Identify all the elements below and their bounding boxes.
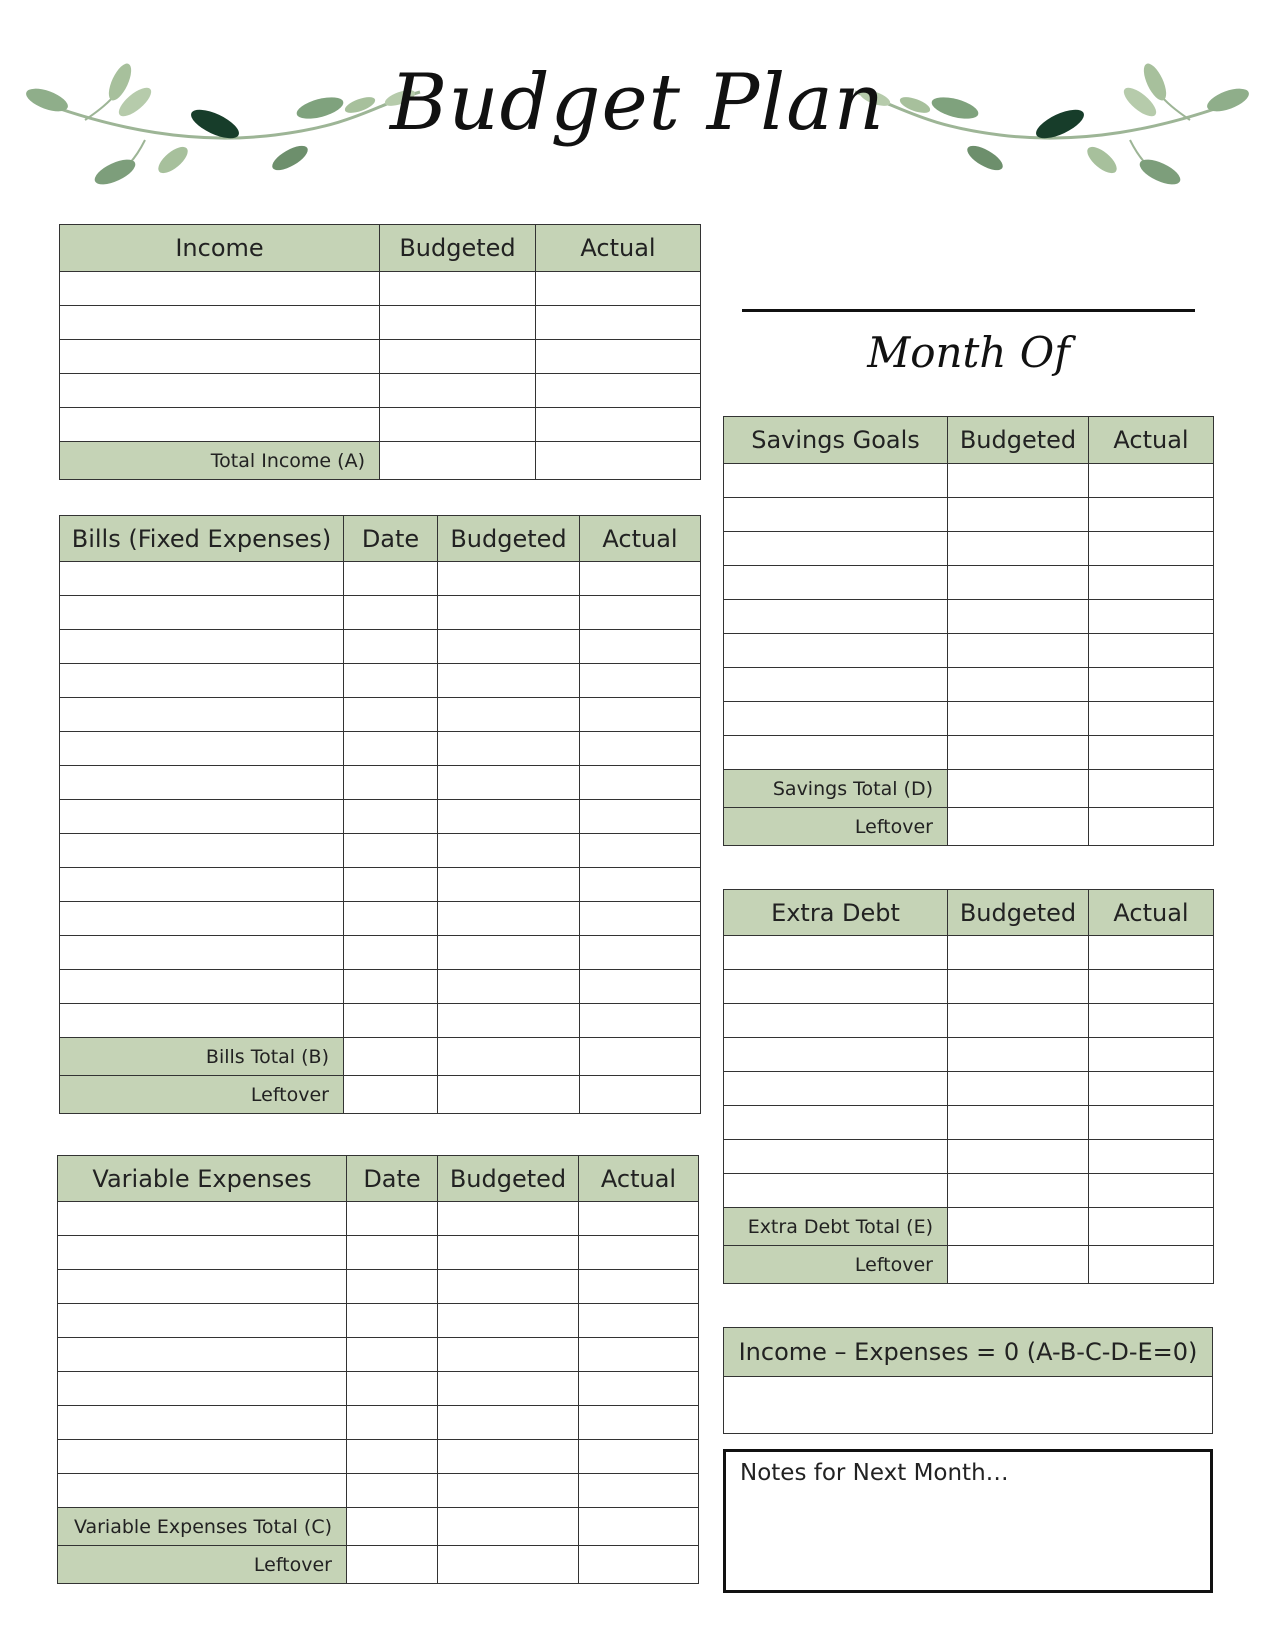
table-cell[interactable] [724, 1140, 948, 1174]
summary-row [58, 1546, 699, 1584]
total-label: Savings Total (D) [724, 770, 948, 808]
equation-value-cell[interactable] [724, 1377, 1213, 1434]
extra-debt-table [723, 889, 1214, 1284]
table-row [724, 566, 1214, 600]
table-row [724, 600, 1214, 634]
table-cell[interactable] [579, 1440, 699, 1474]
table-cell[interactable] [60, 936, 344, 970]
table-row [58, 1270, 699, 1304]
table-cell[interactable] [438, 1202, 579, 1236]
table-cell[interactable] [948, 1140, 1089, 1174]
table-row [724, 464, 1214, 498]
summary-value-cell[interactable] [1089, 1246, 1214, 1284]
table-row [60, 800, 701, 834]
summary-row [724, 808, 1214, 846]
table-cell[interactable] [579, 1304, 699, 1338]
table-cell[interactable] [58, 1202, 347, 1236]
table-cell[interactable] [438, 1372, 579, 1406]
leftover-label: Leftover [724, 1246, 948, 1284]
table-row [58, 1338, 699, 1372]
table-cell[interactable] [724, 936, 948, 970]
table-cell[interactable] [1089, 532, 1214, 566]
summary-value-cell[interactable] [347, 1546, 438, 1584]
table-cell[interactable] [948, 736, 1089, 770]
table-cell[interactable] [948, 702, 1089, 736]
summary-row [724, 1246, 1214, 1284]
table-cell[interactable] [1089, 970, 1214, 1004]
table-cell[interactable] [380, 272, 536, 306]
table-cell[interactable] [344, 630, 438, 664]
table-cell[interactable] [438, 970, 580, 1004]
table-cell[interactable] [60, 306, 380, 340]
table-cell[interactable] [60, 340, 380, 374]
table-cell[interactable] [60, 272, 380, 306]
summary-row [58, 1508, 699, 1546]
variable-header-1: Date [347, 1156, 438, 1202]
table-cell[interactable] [60, 408, 380, 442]
table-row [60, 630, 701, 664]
summary-value-cell[interactable] [580, 1076, 701, 1114]
table-cell[interactable] [347, 1372, 438, 1406]
bills-header-2: Budgeted [438, 516, 580, 562]
table-cell[interactable] [1089, 702, 1214, 736]
table-cell[interactable] [347, 1270, 438, 1304]
table-row [724, 970, 1214, 1004]
leftover-label: Leftover [724, 808, 948, 846]
table-cell[interactable] [1089, 498, 1214, 532]
table-cell[interactable] [580, 1004, 701, 1038]
table-row [60, 408, 701, 442]
summary-value-cell[interactable] [580, 1038, 701, 1076]
month-label: Month Of [867, 328, 1070, 377]
table-cell[interactable] [60, 630, 344, 664]
table-cell[interactable] [60, 766, 344, 800]
table-cell[interactable] [438, 868, 580, 902]
savings-header-2: Actual [1089, 417, 1214, 464]
table-cell[interactable] [60, 664, 344, 698]
table-cell[interactable] [347, 1304, 438, 1338]
table-cell[interactable] [948, 498, 1089, 532]
table-row [60, 902, 701, 936]
table-row [58, 1440, 699, 1474]
summary-value-cell[interactable] [344, 1076, 438, 1114]
table-cell[interactable] [60, 1004, 344, 1038]
summary-row [60, 442, 701, 480]
variable-header-3: Actual [579, 1156, 699, 1202]
table-cell[interactable] [380, 306, 536, 340]
table-cell[interactable] [438, 732, 580, 766]
table-cell[interactable] [344, 834, 438, 868]
table-cell[interactable] [60, 698, 344, 732]
table-cell[interactable] [580, 834, 701, 868]
table-cell[interactable] [344, 732, 438, 766]
table-cell[interactable] [579, 1338, 699, 1372]
table-cell[interactable] [58, 1338, 347, 1372]
summary-value-cell[interactable] [948, 770, 1089, 808]
table-cell[interactable] [724, 498, 948, 532]
table-cell[interactable] [724, 464, 948, 498]
variable-header-0: Variable Expenses [58, 1156, 347, 1202]
table-cell[interactable] [579, 1270, 699, 1304]
table-row [724, 1004, 1214, 1038]
table-cell[interactable] [58, 1236, 347, 1270]
table-cell[interactable] [1089, 1174, 1214, 1208]
income-header-2: Actual [536, 225, 701, 272]
table-cell[interactable] [724, 1004, 948, 1038]
savings-header-1: Budgeted [948, 417, 1089, 464]
table-cell[interactable] [724, 566, 948, 600]
summary-value-cell[interactable] [536, 442, 701, 480]
table-cell[interactable] [948, 668, 1089, 702]
table-cell[interactable] [948, 634, 1089, 668]
table-cell[interactable] [580, 868, 701, 902]
summary-row [724, 1208, 1214, 1246]
variable-expenses-table [57, 1155, 699, 1584]
summary-value-cell[interactable] [347, 1508, 438, 1546]
table-cell[interactable] [60, 374, 380, 408]
table-cell[interactable] [948, 532, 1089, 566]
table-cell[interactable] [948, 1038, 1089, 1072]
table-cell[interactable] [948, 1072, 1089, 1106]
variable-header-2: Budgeted [438, 1156, 579, 1202]
table-cell[interactable] [438, 664, 580, 698]
summary-value-cell[interactable] [438, 1508, 579, 1546]
table-row [58, 1372, 699, 1406]
table-cell[interactable] [344, 766, 438, 800]
summary-value-cell[interactable] [438, 1038, 580, 1076]
page-title: Budget Plan [390, 58, 885, 148]
table-row [58, 1304, 699, 1338]
summary-value-cell[interactable] [1089, 1208, 1214, 1246]
table-cell[interactable] [60, 800, 344, 834]
table-cell[interactable] [344, 562, 438, 596]
table-cell[interactable] [724, 736, 948, 770]
table-cell[interactable] [724, 1038, 948, 1072]
table-cell[interactable] [580, 596, 701, 630]
table-cell[interactable] [724, 600, 948, 634]
leftover-label: Leftover [58, 1546, 347, 1584]
table-cell[interactable] [948, 970, 1089, 1004]
table-cell[interactable] [344, 1004, 438, 1038]
table-row [724, 1072, 1214, 1106]
table-cell[interactable] [438, 1474, 579, 1508]
bills-header-1: Date [344, 516, 438, 562]
table-cell[interactable] [60, 868, 344, 902]
table-row [724, 498, 1214, 532]
table-cell[interactable] [438, 1304, 579, 1338]
table-row [58, 1406, 699, 1440]
table-cell[interactable] [344, 800, 438, 834]
table-cell[interactable] [724, 532, 948, 566]
table-cell[interactable] [724, 970, 948, 1004]
table-cell[interactable] [948, 1004, 1089, 1038]
table-row [724, 1174, 1214, 1208]
table-cell[interactable] [1089, 1140, 1214, 1174]
income-expenses-equation-table [723, 1327, 1213, 1434]
table-row [60, 698, 701, 732]
month-input-line[interactable] [742, 309, 1195, 312]
table-cell[interactable] [438, 1236, 579, 1270]
table-cell[interactable] [580, 902, 701, 936]
bills-table [59, 515, 701, 1114]
table-cell[interactable] [724, 1072, 948, 1106]
table-cell[interactable] [948, 600, 1089, 634]
table-cell[interactable] [580, 936, 701, 970]
table-row [724, 668, 1214, 702]
table-cell[interactable] [1089, 1038, 1214, 1072]
income-table [59, 224, 701, 480]
summary-value-cell[interactable] [1089, 808, 1214, 846]
table-cell[interactable] [579, 1406, 699, 1440]
table-row [60, 766, 701, 800]
notes-label: Notes for Next Month… [740, 1460, 1009, 1486]
table-row [60, 272, 701, 306]
table-cell[interactable] [948, 1106, 1089, 1140]
summary-value-cell[interactable] [344, 1038, 438, 1076]
table-cell[interactable] [438, 1406, 579, 1440]
table-cell[interactable] [1089, 1106, 1214, 1140]
table-cell[interactable] [536, 272, 701, 306]
table-cell[interactable] [60, 596, 344, 630]
table-cell[interactable] [438, 1338, 579, 1372]
table-row [58, 1474, 699, 1508]
table-cell[interactable] [347, 1338, 438, 1372]
table-cell[interactable] [438, 936, 580, 970]
table-row [60, 664, 701, 698]
table-cell[interactable] [579, 1236, 699, 1270]
summary-value-cell[interactable] [380, 442, 536, 480]
table-cell[interactable] [438, 800, 580, 834]
table-row [58, 1202, 699, 1236]
table-cell[interactable] [347, 1236, 438, 1270]
table-cell[interactable] [724, 634, 948, 668]
table-cell[interactable] [948, 566, 1089, 600]
table-row [724, 1106, 1214, 1140]
summary-value-cell[interactable] [438, 1076, 580, 1114]
table-cell[interactable] [438, 902, 580, 936]
table-row [60, 340, 701, 374]
table-cell[interactable] [58, 1406, 347, 1440]
summary-row [724, 770, 1214, 808]
table-row [60, 1004, 701, 1038]
table-cell[interactable] [380, 408, 536, 442]
table-cell[interactable] [948, 464, 1089, 498]
table-cell[interactable] [579, 1202, 699, 1236]
table-cell[interactable] [60, 562, 344, 596]
summary-value-cell[interactable] [948, 808, 1089, 846]
table-cell[interactable] [347, 1406, 438, 1440]
table-cell[interactable] [58, 1270, 347, 1304]
savings-header-0: Savings Goals [724, 417, 948, 464]
table-cell[interactable] [580, 562, 701, 596]
table-cell[interactable] [347, 1440, 438, 1474]
table-cell[interactable] [536, 340, 701, 374]
table-cell[interactable] [579, 1372, 699, 1406]
table-cell[interactable] [380, 374, 536, 408]
table-cell[interactable] [60, 902, 344, 936]
table-cell[interactable] [344, 902, 438, 936]
table-cell[interactable] [438, 596, 580, 630]
table-cell[interactable] [344, 664, 438, 698]
table-row [60, 834, 701, 868]
table-cell[interactable] [580, 698, 701, 732]
table-cell[interactable] [948, 936, 1089, 970]
summary-value-cell[interactable] [948, 1246, 1089, 1284]
table-cell[interactable] [438, 766, 580, 800]
table-cell[interactable] [438, 1440, 579, 1474]
bills-header-3: Actual [580, 516, 701, 562]
table-cell[interactable] [58, 1440, 347, 1474]
table-cell[interactable] [58, 1304, 347, 1338]
equation-header: Income – Expenses = 0 (A-B-C-D-E=0) [724, 1328, 1213, 1377]
table-row [724, 702, 1214, 736]
table-cell[interactable] [536, 374, 701, 408]
table-cell[interactable] [344, 936, 438, 970]
summary-row [60, 1076, 701, 1114]
table-row [60, 374, 701, 408]
table-cell[interactable] [438, 562, 580, 596]
table-cell[interactable] [724, 1174, 948, 1208]
table-cell[interactable] [438, 1004, 580, 1038]
table-row [60, 936, 701, 970]
table-row [724, 1140, 1214, 1174]
total-label: Extra Debt Total (E) [724, 1208, 948, 1246]
notes-box[interactable] [723, 1449, 1213, 1593]
table-row [60, 970, 701, 1004]
table-row [58, 1236, 699, 1270]
table-cell[interactable] [344, 698, 438, 732]
table-row [60, 732, 701, 766]
table-cell[interactable] [438, 834, 580, 868]
table-cell[interactable] [1089, 566, 1214, 600]
table-row [724, 1038, 1214, 1072]
extra-debt-header-1: Budgeted [948, 890, 1089, 936]
table-cell[interactable] [380, 340, 536, 374]
savings-goals-table [723, 416, 1214, 846]
summary-value-cell[interactable] [1089, 770, 1214, 808]
total-label: Total Income (A) [60, 442, 380, 480]
table-row [724, 736, 1214, 770]
table-cell[interactable] [536, 306, 701, 340]
table-cell[interactable] [1089, 634, 1214, 668]
total-label: Bills Total (B) [60, 1038, 344, 1076]
table-cell[interactable] [438, 630, 580, 664]
summary-value-cell[interactable] [948, 1208, 1089, 1246]
income-header-1: Budgeted [380, 225, 536, 272]
table-cell[interactable] [60, 732, 344, 766]
table-cell[interactable] [948, 1174, 1089, 1208]
table-cell[interactable] [344, 868, 438, 902]
summary-value-cell[interactable] [579, 1508, 699, 1546]
table-cell[interactable] [347, 1474, 438, 1508]
summary-value-cell[interactable] [438, 1546, 579, 1584]
income-header-0: Income [60, 225, 380, 272]
table-cell[interactable] [438, 1270, 579, 1304]
table-cell[interactable] [1089, 1004, 1214, 1038]
table-row [60, 562, 701, 596]
table-cell[interactable] [1089, 464, 1214, 498]
table-row [60, 596, 701, 630]
table-cell[interactable] [1089, 936, 1214, 970]
table-row [724, 936, 1214, 970]
table-row [724, 634, 1214, 668]
table-cell[interactable] [1089, 736, 1214, 770]
table-cell[interactable] [58, 1372, 347, 1406]
table-cell[interactable] [58, 1474, 347, 1508]
bills-header-0: Bills (Fixed Expenses) [60, 516, 344, 562]
total-label: Variable Expenses Total (C) [58, 1508, 347, 1546]
table-row [724, 532, 1214, 566]
table-cell[interactable] [580, 732, 701, 766]
leftover-label: Leftover [60, 1076, 344, 1114]
table-cell[interactable] [724, 668, 948, 702]
extra-debt-header-0: Extra Debt [724, 890, 948, 936]
table-cell[interactable] [1089, 1072, 1214, 1106]
summary-value-cell[interactable] [579, 1546, 699, 1584]
table-cell[interactable] [536, 408, 701, 442]
table-cell[interactable] [60, 970, 344, 1004]
table-cell[interactable] [347, 1202, 438, 1236]
table-cell[interactable] [344, 970, 438, 1004]
table-cell[interactable] [580, 766, 701, 800]
table-cell[interactable] [579, 1474, 699, 1508]
table-cell[interactable] [724, 1106, 948, 1140]
table-cell[interactable] [580, 664, 701, 698]
table-cell[interactable] [344, 596, 438, 630]
table-cell[interactable] [1089, 600, 1214, 634]
table-cell[interactable] [724, 702, 948, 736]
table-cell[interactable] [580, 800, 701, 834]
table-row [60, 868, 701, 902]
table-cell[interactable] [1089, 668, 1214, 702]
table-cell[interactable] [438, 698, 580, 732]
summary-row [60, 1038, 701, 1076]
table-cell[interactable] [580, 970, 701, 1004]
table-row [60, 306, 701, 340]
table-cell[interactable] [580, 630, 701, 664]
table-cell[interactable] [60, 834, 344, 868]
extra-debt-header-2: Actual [1089, 890, 1214, 936]
